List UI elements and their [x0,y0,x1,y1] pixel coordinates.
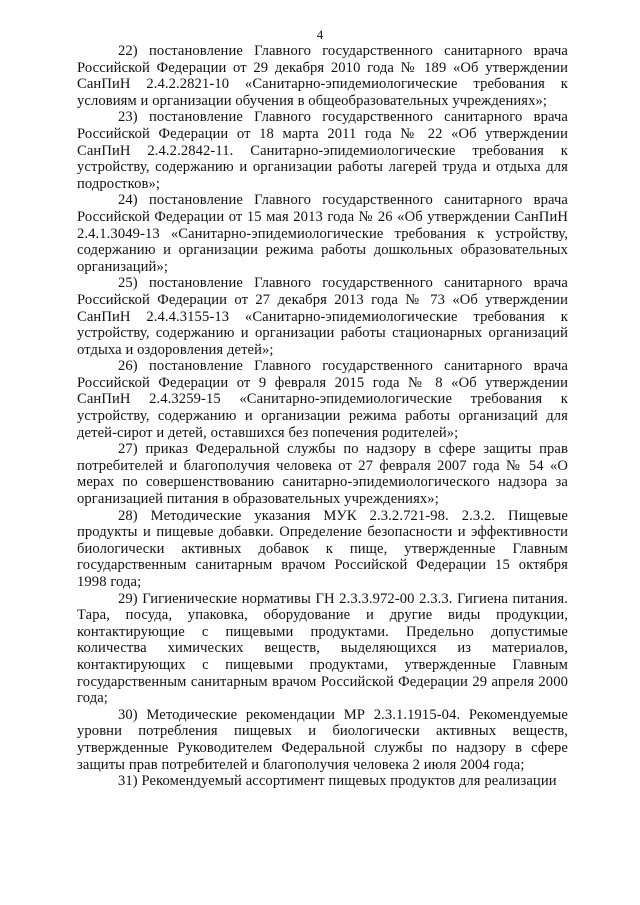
list-item-23: 23) постановление Главного государственного санитарного врача Российской Федерации от 18 марта 2011 года № 22 «Об утверждении СанПиН 2.4.2.2842-11. Санитарно-эпидемиологические требования к устройству, содержанию и организации работы лагерей труда и отдыха для подростков»; [77,109,568,192]
list-item-27: 27) приказ Федеральной службы по надзору в сфере защиты прав потребителей и благополучия человека от 27 февраля 2007 года № 54 «О мерах по совершенствованию санитарно-эпидемиологического надзора за организацией питания в образовательных учреждениях»; [77,441,568,508]
page-number: 4 [316,27,324,42]
list-item-28: 28) Методические указания МУК 2.3.2.721-98. 2.3.2. Пищевые продукты и пищевые добавки. Определение безопасности и эффективности биологически активных добавок к пище, утвержденные Главным государственным санитарным врачом Российской Федерации 15 октября 1998 года; [77,507,568,590]
list-item-31: 31) Рекомендуемый ассортимент пищевых продуктов для реализации [118,773,557,790]
list-item-26: 26) постановление Главного государственного санитарного врача Российской Федерации от 9 февраля 2015 года № 8 «Об утверждении СанПиН 2.4.3259-15 «Санитарно-эпидемиологические требования к устройству, содержанию и организации режима работы организаций для детей-сирот и детей, оставшихся без попечения родителей»; [77,358,568,441]
list-item-30: 30) Методические рекомендации МР 2.3.1.1915-04. Рекомендуемые уровни потребления пищевых и биологически активных веществ, утвержденные Руководителем Федеральной службы по надзору в сфере защиты прав потребителей и благополучия человека 2 июля 2004 года; [77,706,568,773]
list-item-24: 24) постановление Главного государственного санитарного врача Российской Федерации от 15 мая 2013 года № 26 «Об утверждении СанПиН 2.4.1.3049-13 «Санитарно-эпидемиологические требования к устройству, содержанию и организации режима работы дошкольных образовательных организаций»; [77,192,568,275]
list-item-25: 25) постановление Главного государственного санитарного врача Российской Федерации от 27 декабря 2013 года № 73 «Об утверждении СанПиН 2.4.4.3155-13 «Санитарно-эпидемиологические требования к устройству, содержанию и организации работы стационарных организаций отдыха и оздоровления детей»; [77,275,568,358]
list-item-29: 29) Гигиенические нормативы ГН 2.3.3.972-00 2.3.3. Гигиена питания. Тара, посуда, упаковка, оборудование и другие виды продукции, контактирующие с пищевыми продуктами. Предельно допустимые количества химических веществ, выделяющихся из материалов, контактирующих с пищевыми продуктами, утвержденные Главным государственным санитарным врачом Российской Федерации 29 апреля 2000 года; [77,590,568,707]
list-item-22: 22) постановление Главного государственного санитарного врача Российской Федерации от 29 декабря 2010 года № 189 «Об утверждении СанПиН 2.4.2.2821-10 «Санитарно-эпидемиологические требования к условиям и организации обучения в общеобразовательных учреждениях»; [77,43,568,109]
document-body [77,43,568,790]
